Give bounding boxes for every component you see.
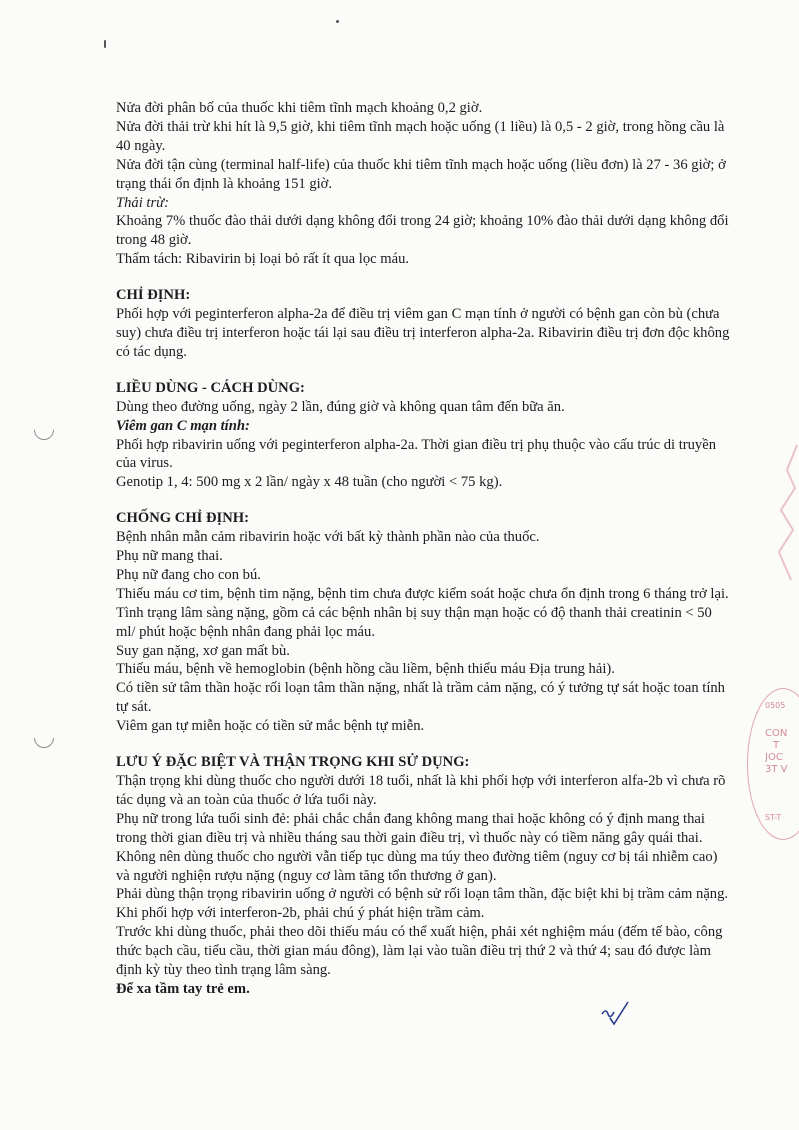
stamp-line: CÔN: [765, 728, 788, 739]
signature-mark: [598, 1000, 632, 1028]
stamp-fragment: [765, 700, 799, 712]
punch-hole-mark: [30, 724, 58, 752]
paragraph: Suy gan nặng, xơ gan mất bù.: [116, 642, 290, 659]
scan-speck: [104, 40, 106, 48]
paragraph: Khoảng 7% thuốc đào thải dưới dạng không đổi trong 24 giờ; khoảng 10% đào thải dưới dạng không đổi trong 48 giờ.: [116, 213, 729, 249]
paragraph: Thiếu máu cơ tim, bệnh tim nặng, bệnh tim chưa được kiểm soát hoặc chưa ổn định trong 6 tháng trở lại.: [116, 585, 729, 602]
paragraph: Phối hợp ribavirin uống với peginterferon alpha-2a. Thời gian điều trị phụ thuộc vào cấu trúc di truyền của virus.: [116, 436, 716, 472]
section-heading: LIỀU DÙNG - CÁCH DÙNG:: [116, 379, 305, 396]
paragraph: Thận trọng khi dùng thuốc cho người dưới 18 tuổi, nhất là khi phối hợp với interferon alfa-2b vì chưa rõ tác dụng và an toàn của thuốc ở lứa tuổi này.: [116, 773, 726, 808]
section-heading: CHỐNG CHỈ ĐỊNH:: [116, 510, 249, 527]
paragraph: Nửa đời tận cùng (terminal half-life) của thuốc khi tiêm tĩnh mạch hoặc uống (liều đơn) là 27 - 36 giờ; ở trạng thái ổn định là khoảng 151 giờ.: [116, 156, 726, 192]
subheading: Thải trừ:: [116, 194, 169, 211]
paragraph: Phụ nữ trong lứa tuổi sinh đẻ: phải chắc chắn đang không mang thai hoặc không có ý định mang thai trong thời gian điều trị và nhiều tháng sau thời gain điều trị, vì thuốc này có tiềm năng gây quái thai.: [116, 810, 705, 846]
paragraph: Có tiền sử tâm thần hoặc rối loạn tâm thần nặng, nhất là trầm cảm nặng, có ý tưởng tự sát hoặc toan tính tự sát.: [116, 680, 725, 716]
section-heading: CHỈ ĐỊNH:: [116, 287, 191, 304]
paragraph: Genotip 1, 4: 500 mg x 2 lần/ ngày x 48 tuần (cho người < 75 kg).: [116, 474, 503, 491]
paragraph: Tình trạng lâm sàng nặng, gồm cả các bệnh nhân bị suy thận mạn hoặc có độ thanh thải creatinin < 50 ml/ phút hoặc bệnh nhân đang phải lọc máu.: [116, 604, 712, 640]
stamp-line: 3T V: [765, 764, 788, 775]
document-body: [116, 99, 732, 999]
paragraph: Bệnh nhân mẫn cảm ribavirin hoặc với bất kỳ thành phần nào của thuốc.: [116, 529, 540, 546]
paragraph: Phải dùng thận trọng ribavirin uống ở người có bệnh sử rối loạn tâm thần, đặc biệt khi bị trầm cảm nặng. Khi phối hợp với interferon-2b, phải chú ý phát hiện trầm cảm.: [116, 886, 729, 922]
punch-hole-mark: [30, 416, 58, 444]
warning-note: Để xa tầm tay trẻ em.: [116, 980, 250, 997]
stamp-line: T: [773, 740, 780, 751]
paragraph: Nửa đời thải trừ khi hít là 9,5 giờ, khi tiêm tĩnh mạch hoặc uống (1 liều) là 0,5 - 2 giờ, trong hồng cầu là 40 ngày.: [116, 118, 725, 154]
paragraph: Thẩm tách: Ribavirin bị loại bỏ rất ít qua lọc máu.: [116, 251, 410, 268]
paragraph: Phụ nữ mang thai.: [116, 548, 223, 565]
subheading: Viêm gan C mạn tính:: [116, 417, 250, 434]
stamp-fragment: [765, 728, 799, 776]
stamp-line: JOC: [765, 752, 783, 763]
scan-speck: [336, 20, 339, 23]
stamp-line: ST-T: [765, 813, 782, 822]
section-heading: LƯU Ý ĐẶC BIỆT VÀ THẬN TRỌNG KHI SỬ DỤNG:: [116, 754, 470, 771]
paragraph: Nửa đời phân bố của thuốc khi tiêm tĩnh mạch khoảng 0,2 giờ.: [116, 100, 483, 116]
paragraph: Thiếu máu, bệnh về hemoglobin (bệnh hồng cầu liềm, bệnh thiếu máu Địa trung hải).: [116, 661, 615, 678]
stamp-fragment: [765, 812, 799, 824]
stamp-line: 0505: [765, 701, 786, 710]
paragraph: Phụ nữ đang cho con bú.: [116, 566, 261, 583]
paragraph: Phối hợp với peginterferon alpha-2a để điều trị viêm gan C mạn tính ở người có bệnh gan còn bù (chưa suy) chưa điều trị interferon hoặc tái lại sau điều trị interferon alpha-2a. Ribavirin điều trị đơn độc không có tác dụng.: [116, 306, 730, 360]
stamp-scribble: [769, 440, 799, 590]
paragraph: Trước khi dùng thuốc, phải theo dõi thiếu máu có thể xuất hiện, phải xét nghiệm máu (đếm tế bào, công thức bạch cầu, tiểu cầu, thời gian máu đông), làm lại vào tuần điều trị thứ 2 và thứ 4; sau đó được làm định kỳ tùy theo tình trạng lâm sàng.: [116, 924, 723, 979]
paragraph: Viêm gan tự miễn hoặc có tiền sử mắc bệnh tự miễn.: [116, 718, 425, 735]
paragraph: Dùng theo đường uống, ngày 2 lần, đúng giờ và không quan tâm đến bữa ăn.: [116, 398, 565, 415]
paragraph: Không nên dùng thuốc cho người vẫn tiếp tục dùng ma túy theo đường tiêm (nguy cơ bị tái nhiễm cao) và người nghiện rượu nặng (nguy cơ làm tăng tổn thương ở gan).: [116, 848, 718, 884]
